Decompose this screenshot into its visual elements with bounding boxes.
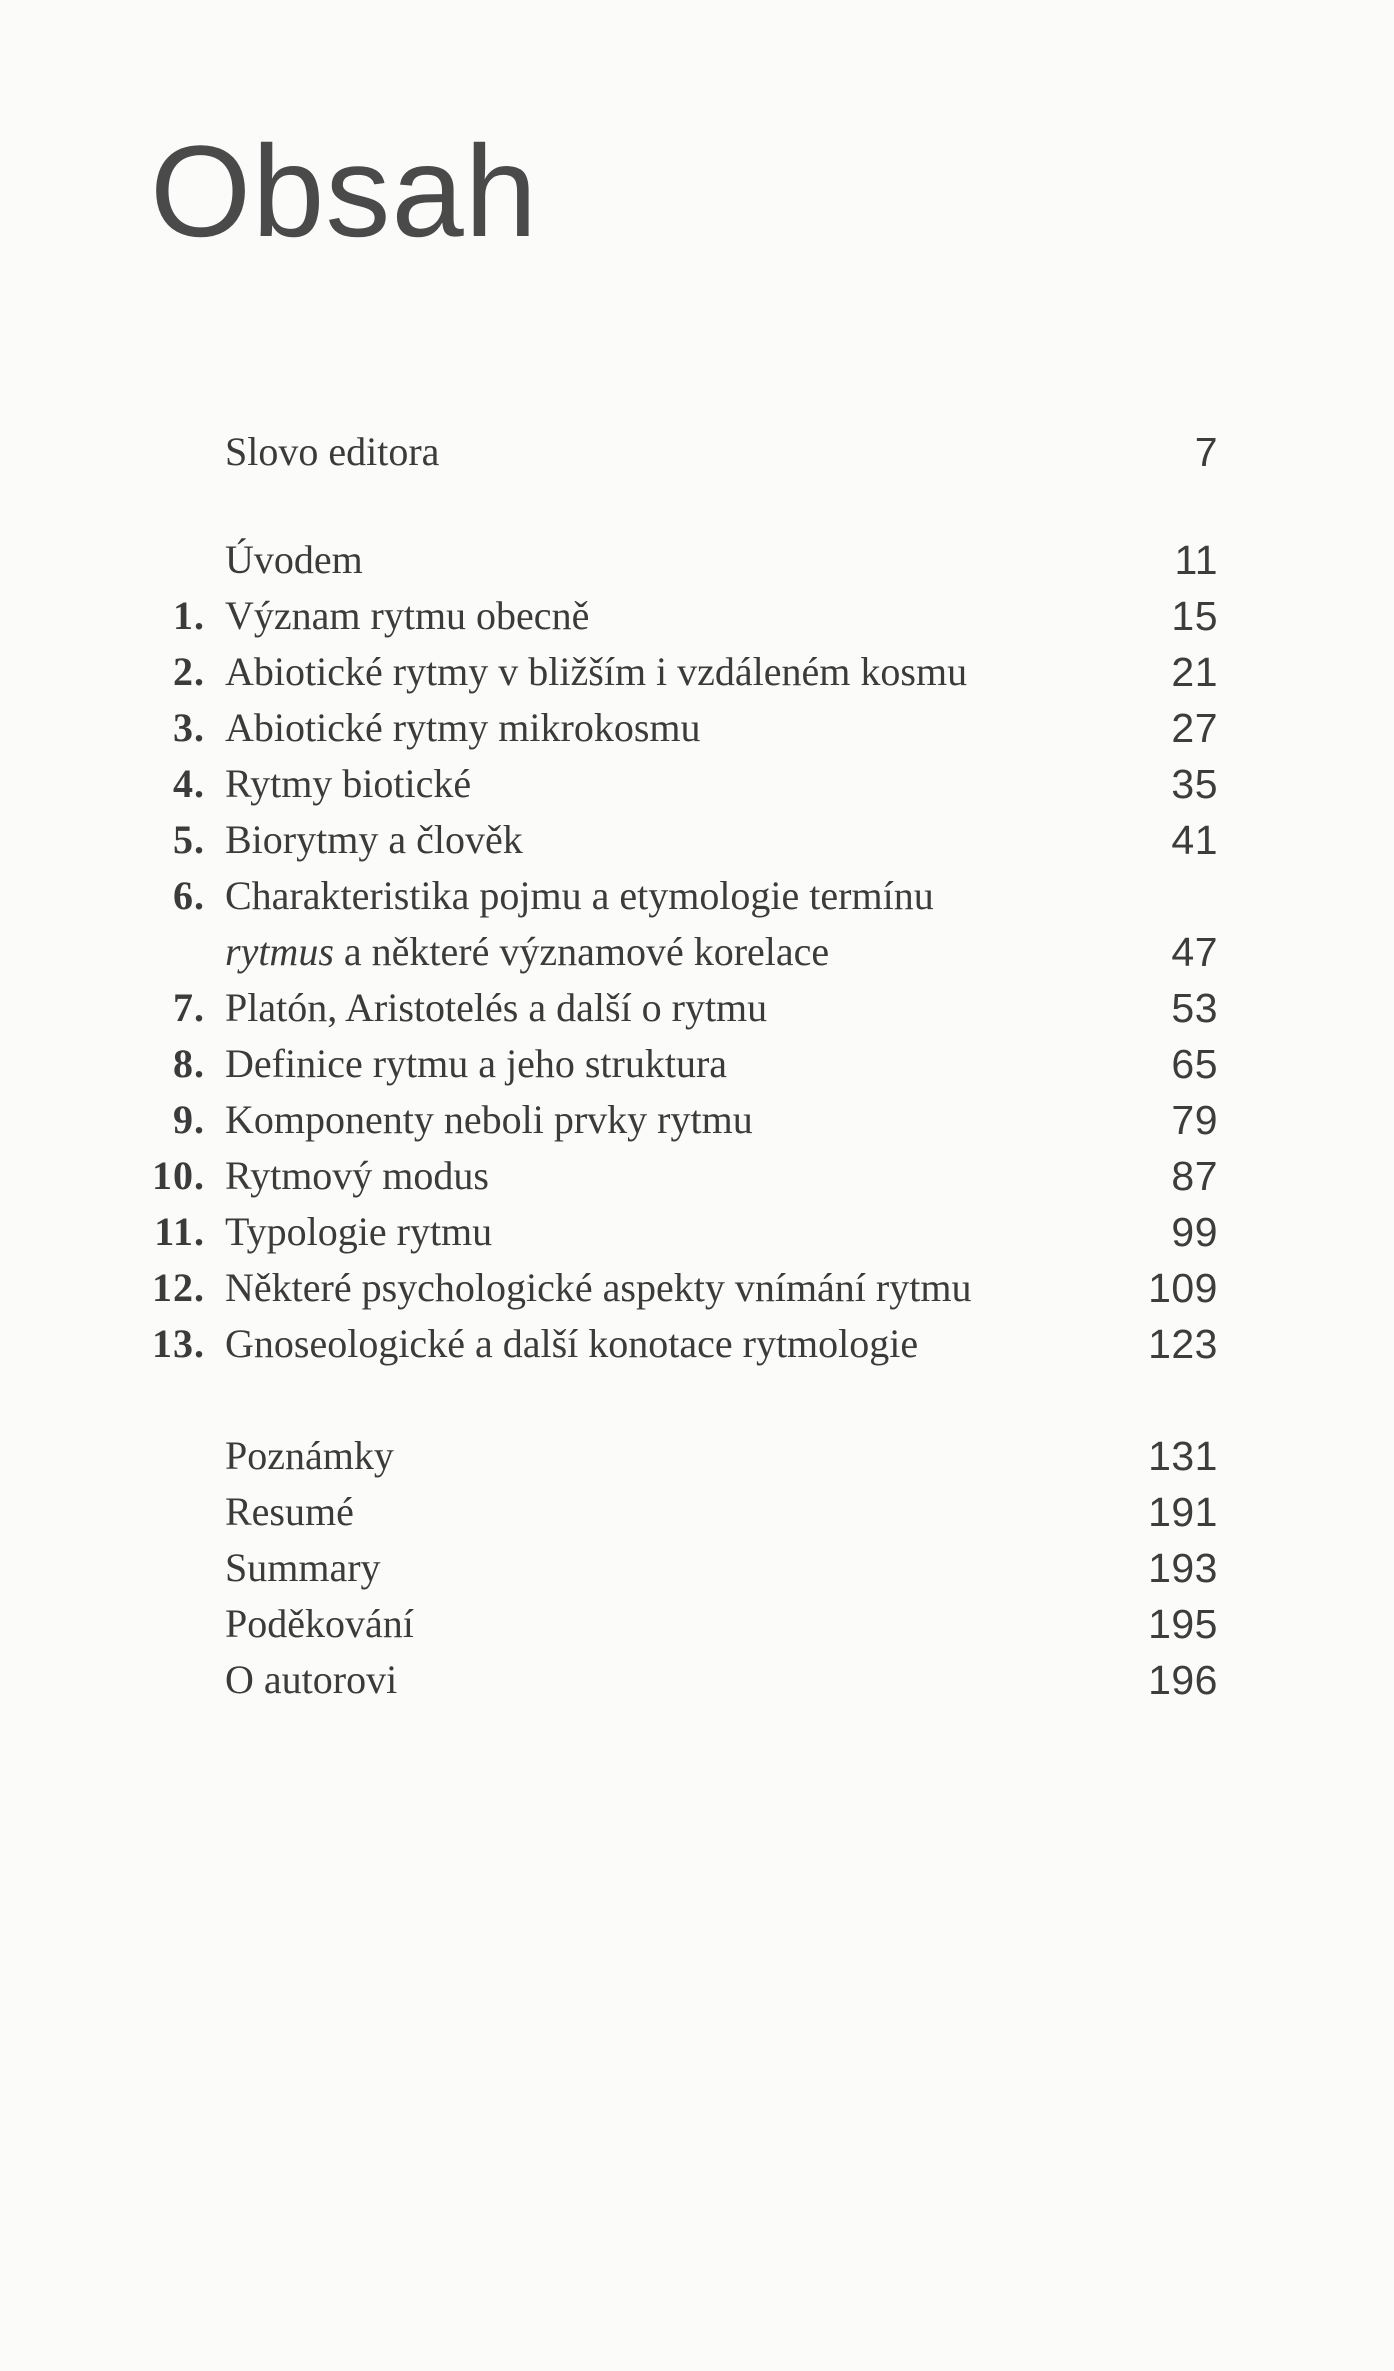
toc-entry-number: 8. — [173, 1041, 205, 1086]
table-of-contents — [0, 424, 1394, 1708]
toc-entry-page: 123 — [1148, 1321, 1218, 1367]
toc-entry — [145, 1540, 1218, 1596]
toc-entry-number: 11. — [154, 1209, 205, 1254]
toc-entry-number: 4. — [173, 761, 205, 806]
toc-entry-label: Definice rytmu a jeho struktura — [225, 1041, 728, 1086]
toc-entry-page: 193 — [1148, 1545, 1218, 1591]
toc-entry — [145, 1148, 1218, 1204]
toc-entry-label: Biorytmy a člověk — [225, 817, 523, 862]
toc-entry — [145, 1652, 1218, 1708]
toc-entry-label: Summary — [225, 1545, 381, 1590]
toc-entry-page: 11 — [1174, 537, 1218, 583]
toc-entry-page: 7 — [1194, 429, 1218, 475]
toc-entry-label — [225, 868, 1147, 980]
toc-entry-page: 65 — [1171, 1041, 1218, 1087]
toc-entry-label: Úvodem — [225, 537, 363, 582]
toc-entry-label: Slovo editora — [225, 429, 440, 474]
toc-entry — [145, 424, 1218, 480]
toc-entry-line1: Charakteristika pojmu a etymologie termínu — [225, 873, 934, 918]
toc-entry — [145, 868, 1218, 980]
toc-entry-number: 13. — [152, 1321, 205, 1366]
toc-entry — [145, 644, 1218, 700]
toc-entry — [145, 1596, 1218, 1652]
toc-entry-page: 53 — [1171, 985, 1218, 1031]
toc-entry — [145, 588, 1218, 644]
toc-entry — [145, 1204, 1218, 1260]
toc-entry-line2 — [225, 924, 1147, 980]
page-title: Obsah — [150, 118, 539, 264]
toc-entry-page: 109 — [1148, 1265, 1218, 1311]
toc-entry-label: Resumé — [225, 1489, 354, 1534]
toc-entry-page: 47 — [1171, 929, 1218, 975]
toc-entry-page: 191 — [1148, 1489, 1218, 1535]
toc-entry — [145, 1036, 1218, 1092]
toc-entry-label: O autorovi — [225, 1657, 398, 1702]
toc-entry-label: Komponenty neboli prvky rytmu — [225, 1097, 753, 1142]
toc-entry-label: Význam rytmu obecně — [225, 593, 590, 638]
toc-entry-page: 131 — [1148, 1433, 1218, 1479]
toc-entry — [145, 532, 1218, 588]
toc-entry-page: 41 — [1171, 817, 1218, 863]
toc-entry — [145, 1484, 1218, 1540]
toc-entry-label: Některé psychologické aspekty vnímání rytmu — [225, 1265, 972, 1310]
toc-entry — [145, 1260, 1218, 1316]
toc-entry-label: Rytmový modus — [225, 1153, 489, 1198]
toc-entry-number: 12. — [152, 1265, 205, 1310]
toc-entry-page: 99 — [1171, 1209, 1218, 1255]
toc-entry — [145, 812, 1218, 868]
toc-entry-label: Abiotické rytmy v bližším i vzdáleném kosmu — [225, 649, 968, 694]
toc-entry-number: 6. — [173, 873, 205, 918]
toc-entry-page: 35 — [1171, 761, 1218, 807]
toc-entry-page: 27 — [1171, 705, 1218, 751]
toc-entry-number: 5. — [173, 817, 205, 862]
toc-entry-number: 7. — [173, 985, 205, 1030]
toc-entry-page: 21 — [1171, 649, 1218, 695]
toc-entry-number: 3. — [173, 705, 205, 750]
toc-entry-page: 196 — [1148, 1657, 1218, 1703]
toc-entry-page: 79 — [1171, 1097, 1218, 1143]
toc-entry-line2-rest: a některé významové korelace — [333, 929, 830, 974]
toc-entry-number: 9. — [173, 1097, 205, 1142]
toc-entry-label: Poděkování — [225, 1601, 414, 1646]
toc-entry-label: Typologie rytmu — [225, 1209, 493, 1254]
toc-entry-number: 1. — [173, 593, 205, 638]
toc-entry-label: Gnoseologické a další konotace rytmologie — [225, 1321, 919, 1366]
toc-entry — [145, 700, 1218, 756]
toc-entry — [145, 980, 1218, 1036]
toc-entry-label: Platón, Aristotelés a další o rytmu — [225, 985, 768, 1030]
toc-entry-page: 87 — [1171, 1153, 1218, 1199]
toc-entry-label: Abiotické rytmy mikrokosmu — [225, 705, 701, 750]
toc-entry — [145, 1092, 1218, 1148]
toc-entry-italic-term: rytmus — [225, 929, 334, 974]
scanned-book-page — [0, 118, 1394, 2371]
toc-entry-label: Rytmy biotické — [225, 761, 472, 806]
toc-entry-number: 2. — [173, 649, 205, 694]
toc-entry-page: 195 — [1148, 1601, 1218, 1647]
toc-entry — [145, 756, 1218, 812]
toc-entry-number: 10. — [152, 1153, 205, 1198]
toc-entry-label: Poznámky — [225, 1433, 394, 1478]
toc-entry — [145, 1316, 1218, 1372]
toc-entry — [145, 1428, 1218, 1484]
toc-entry-page: 15 — [1171, 593, 1218, 639]
